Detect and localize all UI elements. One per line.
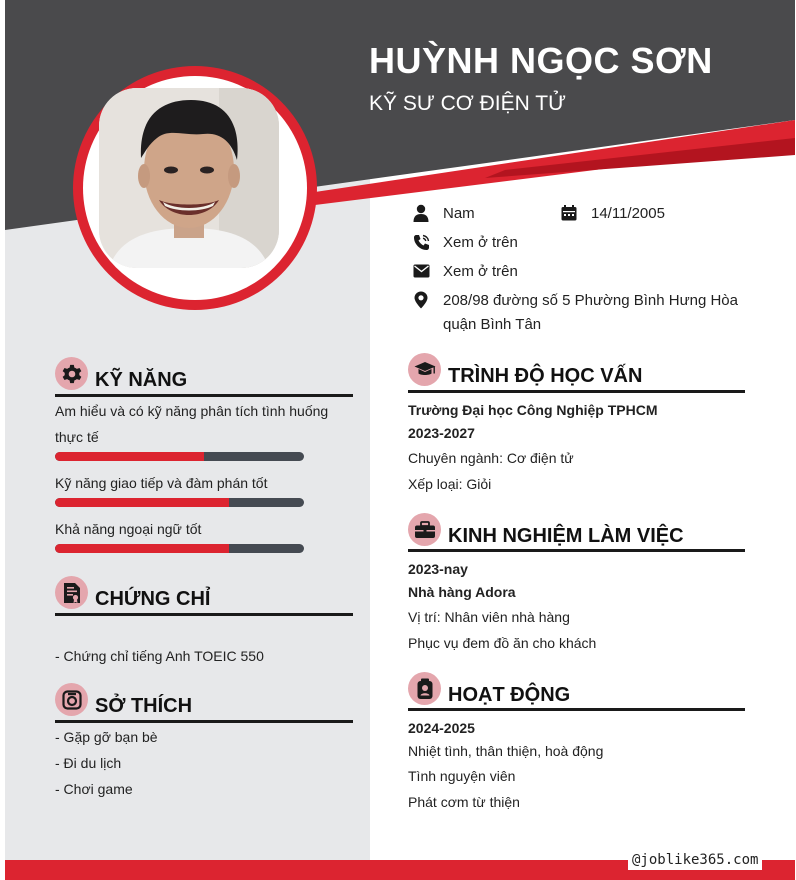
skills-title: KỸ NĂNG [95,369,188,391]
education-major: Chuyên ngành: Cơ điện tử [408,450,574,466]
camera-icon [55,683,88,716]
birthdate-row [557,202,665,226]
gender-row [409,202,475,226]
activities-divider [408,708,745,711]
phone-icon [409,231,433,253]
email-row [409,260,518,284]
skill-1-bar [55,452,304,461]
activities-period: 2024-2025 [408,720,475,736]
experience-period: 2023-nay [408,561,468,577]
certificates-heading [55,576,210,609]
candidate-job-title: KỸ SƯ CƠ ĐIỆN TỬ [369,92,567,115]
gender-value: Nam [443,205,475,222]
experience-company: Nhà hàng Adora [408,584,516,600]
address-row [409,289,738,337]
address-value: 208/98 đường số 5 Phường Bình Hưng Hòa quận Bình Tân [443,292,738,333]
graduation-cap-icon [408,353,441,386]
badge-icon [408,672,441,705]
experience-title: KINH NGHIỆM LÀM VIỆC [448,525,684,547]
mail-icon [409,260,433,282]
activities-title: HOẠT ĐỘNG [448,684,571,706]
skill-2-label: Kỹ năng giao tiếp và đàm phán tốt [55,475,268,491]
experience-task: Phục vụ đem đồ ăn cho khách [408,635,597,651]
skill-1-label: Am hiểu và có kỹ năng phân tích tình huống thực tế [55,403,329,445]
briefcase-icon [408,513,441,546]
skill-3-label: Khả năng ngoại ngữ tốt [55,521,202,537]
experience-position: Vị trí: Nhân viên nhà hàng [408,609,570,625]
footer-credit: @joblike365.com [628,850,762,870]
certificates-divider [55,613,353,616]
activity-item-3: Phát cơm từ thiện [408,794,520,810]
birthdate-value: 14/11/2005 [591,205,665,222]
skill-2-bar [55,498,304,507]
phone-row [409,231,518,255]
hobbies-divider [55,720,353,723]
phone-value: Xem ở trên [443,234,518,251]
user-icon [409,202,433,224]
skills-heading [55,357,187,390]
certificates-title: CHỨNG CHỈ [95,588,211,610]
education-school: Trường Đại học Công Nghiệp TPHCM [408,402,658,418]
skills-divider [55,394,353,397]
hobbies-title: SỞ THÍCH [95,695,193,717]
experience-divider [408,549,745,552]
activity-item-2: Tình nguyện viên [408,768,516,784]
profile-photo [99,88,279,268]
activities-heading [408,672,570,705]
skill-3-bar [55,544,304,553]
location-icon [409,289,433,311]
gear-icon [55,357,88,390]
education-divider [408,390,745,393]
certificate-icon [55,576,88,609]
hobbies-heading [55,683,192,716]
hobby-item-3: - Chơi game [55,781,133,797]
candidate-name: HUỲNH NGỌC SƠN [369,40,713,81]
certificate-item: - Chứng chỉ tiếng Anh TOEIC 550 [55,648,264,664]
resume-page [5,0,795,880]
activity-item-1: Nhiệt tình, thân thiện, hoà động [408,743,604,759]
hobby-item-1: - Gặp gỡ bạn bè [55,729,158,745]
email-value: Xem ở trên [443,263,518,280]
experience-heading [408,513,684,546]
education-heading [408,353,642,386]
education-grade: Xếp loại: Giỏi [408,476,492,492]
calendar-icon [557,202,581,224]
education-title: TRÌNH ĐỘ HỌC VẤN [448,365,643,387]
hobby-item-2: - Đi du lịch [55,755,122,771]
education-period: 2023-2027 [408,425,475,441]
avatar [73,66,317,310]
